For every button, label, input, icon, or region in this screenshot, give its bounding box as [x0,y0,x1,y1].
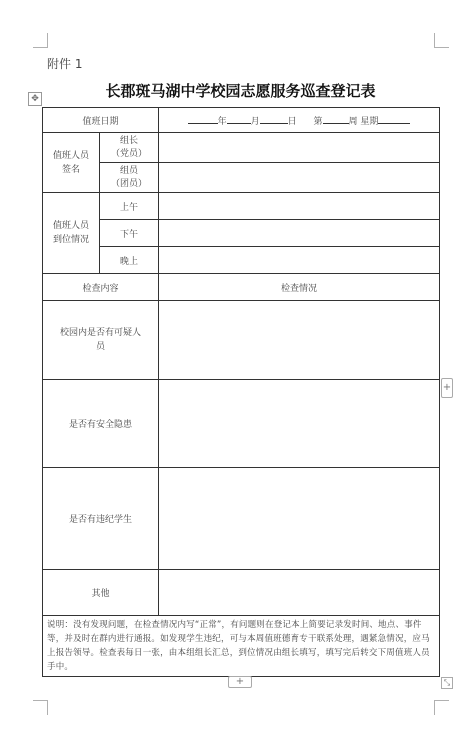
leader-cell [100,133,159,163]
week-prefix-label: 第 [313,116,323,127]
afternoon-label: 下午 [100,220,159,247]
add-column-button[interactable]: + [441,378,453,398]
patrol-registration-table [42,107,440,677]
year-blank[interactable] [188,114,218,124]
weekday-blank[interactable] [378,114,410,124]
document-title: 长郡斑马湖中学校园志愿服务巡查登记表 [105,82,376,100]
attendance-label-line-2: 到位情况 [52,235,89,245]
check-status-header: 检查情况 [159,274,440,301]
week-label: 周 [348,116,358,127]
week-blank[interactable] [323,114,349,124]
morning-label: 上午 [100,193,159,220]
add-row-button[interactable]: + [228,676,252,688]
discipline-status-field[interactable] [159,468,440,570]
day-blank[interactable] [260,114,288,124]
leader-signature-field[interactable] [159,133,440,163]
sign-label-line-2: 签名 [61,164,80,175]
leader-party-label: （党员） [111,148,148,159]
safety-status-field[interactable] [159,380,440,468]
month-blank[interactable] [227,114,251,124]
other-item-cell: 其他 [43,570,159,616]
date-value-cell[interactable] [159,108,440,133]
suspicious-item-cell [43,301,159,380]
suspicious-item-line-2: 员 [96,342,106,352]
member-league-label: （团员） [111,178,148,189]
afternoon-field[interactable] [159,220,440,247]
table-row [43,247,440,274]
check-content-header: 检查内容 [43,274,159,301]
instructions-note: 说明：没有发现问题，在检查情况内写“正常”，有问题则在登记本上简要记录发时间、地点、事件等，并及时在群内进行通报。如发现学生违纪，可与本周值班德育专干联系处理，遇紧急情况，应马上报告领导。检查表每日一张，由本组组长汇总，到位情况由组长填写，填写完后转交下周值班人员手中。 [43,616,440,677]
member-signature-field[interactable] [159,163,440,193]
attendance-label-line-1: 值班人员 [52,221,89,231]
table-move-handle-icon[interactable]: ✥ [28,92,42,106]
table-row [43,163,440,193]
crop-mark-top-left [33,33,48,48]
weekday-label: 星期 [360,116,379,127]
attendance-label-cell [43,193,100,274]
date-label-cell: 值班日期 [43,108,159,133]
evening-field[interactable] [159,247,440,274]
table-row [43,108,440,133]
leader-label: 组长 [120,135,139,146]
table-row [43,380,440,468]
crop-mark-top-right [434,33,449,48]
table-row [43,570,440,616]
table-row [43,616,440,677]
month-label: 月 [250,116,260,127]
table-row [43,193,440,220]
member-label: 组员 [120,165,139,176]
annex-label: 附件 1 [47,57,83,71]
table-row [43,133,440,163]
table-row [43,220,440,247]
year-label: 年 [217,116,227,127]
suspicious-item-line-1: 校园内是否有可疑人 [60,328,142,338]
morning-field[interactable] [159,193,440,220]
sign-label-line-1: 值班人员 [52,150,89,161]
table-row [43,274,440,301]
safety-item-cell: 是否有安全隐患 [43,380,159,468]
suspicious-status-field[interactable] [159,301,440,380]
sign-label-cell [43,133,100,193]
discipline-item-cell: 是否有违纪学生 [43,468,159,570]
crop-mark-bottom-left [33,700,48,715]
member-cell [100,163,159,193]
crop-mark-bottom-right [434,700,449,715]
other-status-field[interactable] [159,570,440,616]
day-label: 日 [287,116,297,127]
evening-label: 晚上 [100,247,159,274]
table-row [43,301,440,380]
table-row [43,468,440,570]
table-resize-icon[interactable]: ⤡ [441,677,453,689]
